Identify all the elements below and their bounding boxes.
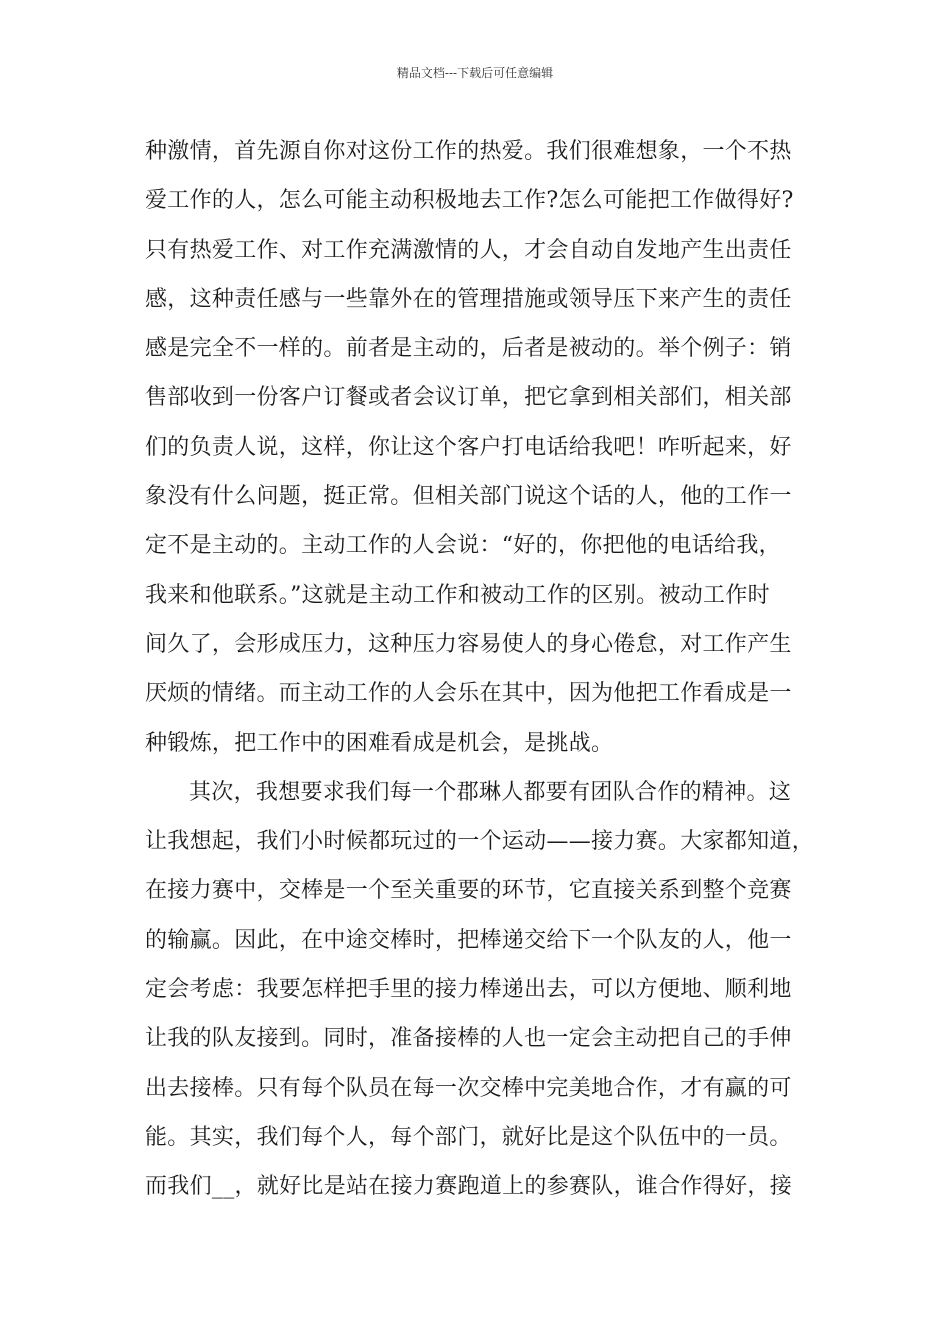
text-line: 只有热爱工作、对工作充满激情的人，才会自动自发地产生出责任 (145, 237, 792, 263)
text-line: 我来和他联系。”这就是主动工作和被动工作的区别。被动工作时 (145, 582, 770, 608)
page-header: 精品文档---下载后可任意编辑 (396, 66, 554, 80)
text-line: 让我想起，我们小时候都玩过的一个运动——接力赛。大家都知道， (145, 829, 815, 855)
text-line: 能。其实，我们每个人，每个部门，就好比是这个队伍中的一员。 (145, 1124, 792, 1150)
text-line: 种锻炼，把工作中的困难看成是机会，是挑战。 (145, 730, 614, 756)
body-text (145, 127, 815, 1212)
text-line: 种激情，首先源自你对这份工作的热爱。我们很难想象，一个不热 (145, 139, 792, 164)
text-line: 感是完全不一样的。前者是主动的，后者是被动的。举个例子：销 (145, 336, 792, 362)
text-line: 感，这种责任感与一些靠外在的管理措施或领导压下来产生的责任 (145, 286, 792, 312)
text-line: 定不是主动的。主动工作的人会说：“好的，你把他的电话给我， (145, 533, 781, 559)
text-line: 间久了，会形成压力，这种压力容易使人的身心倦怠，对工作产生 (145, 631, 792, 657)
text-line: 们的负责人说，这样，你让这个客户打电话给我吧！咋听起来，好 (145, 434, 792, 460)
text-line: 让我的队友接到。同时，准备接棒的人也一定会主动把自己的手伸 (145, 1026, 792, 1052)
text-line: 的输赢。因此，在中途交棒时，把棒递交给下一个队友的人，他一 (145, 927, 792, 953)
text-line: 爱工作的人，怎么可能主动积极地去工作?怎么可能把工作做得好? (145, 188, 794, 214)
paragraph-first-line: 其次，我想要求我们每一个郡琳人都要有团队合作的精神。这 (189, 779, 792, 805)
text-line: 售部收到一份客户订餐或者会议订单，把它拿到相关部们，相关部 (145, 385, 792, 411)
text-line: 定会考虑：我要怎样把手里的接力棒递出去，可以方便地、顺利地 (145, 977, 792, 1003)
text-line: 在接力赛中，交棒是一个至关重要的环节，它直接关系到整个竞赛 (145, 878, 792, 904)
text-line: 出去接棒。只有每个队员在每一次交棒中完美地合作，才有赢的可 (145, 1075, 792, 1101)
text-line: 厌烦的情绪。而主动工作的人会乐在其中，因为他把工作看成是一 (145, 681, 792, 707)
text-line: 而我们__，就好比是站在接力赛跑道上的参赛队，谁合作得好，接 (145, 1174, 793, 1200)
text-line: 象没有什么问题，挺正常。但相关部门说这个话的人，他的工作一 (145, 484, 792, 510)
